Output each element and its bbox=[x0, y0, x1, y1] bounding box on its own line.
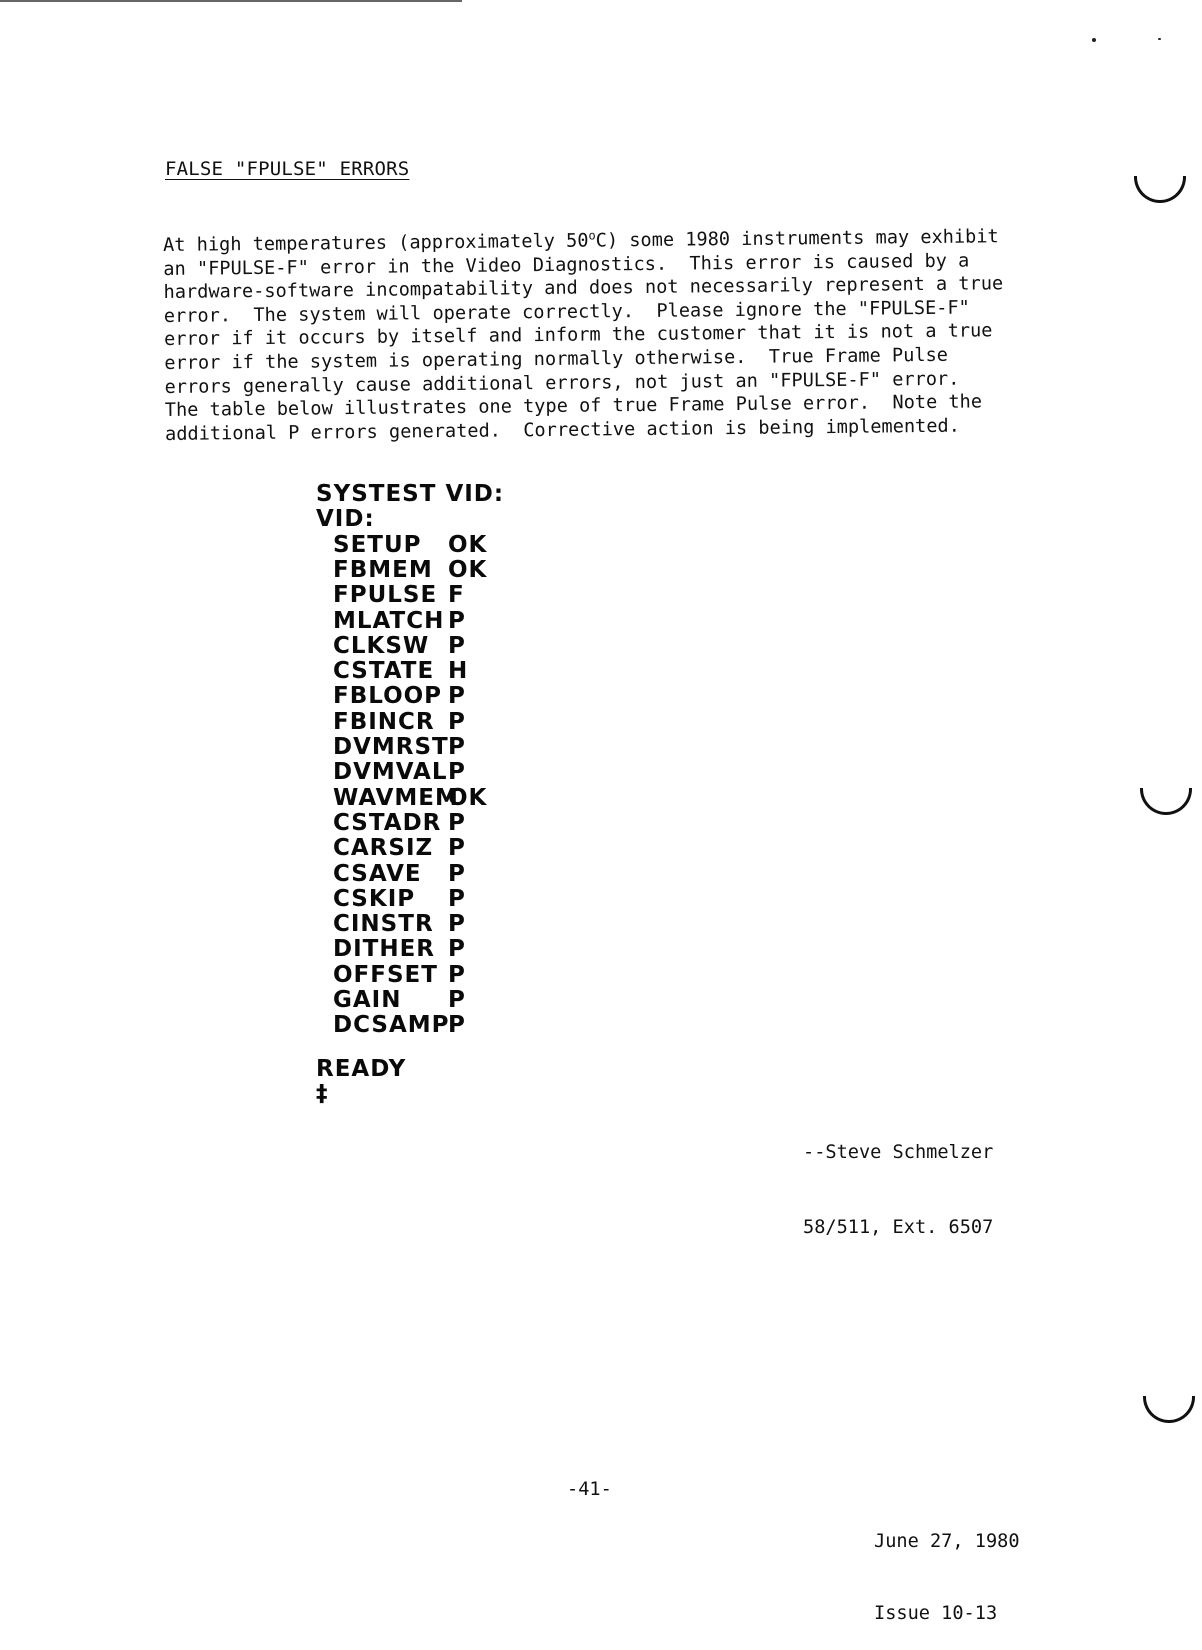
footer-issue: Issue 10-13 bbox=[874, 1603, 998, 1624]
test-name: GAIN bbox=[333, 987, 402, 1013]
test-status: P bbox=[448, 759, 466, 786]
test-row bbox=[333, 608, 504, 633]
test-status: P bbox=[448, 936, 466, 963]
test-row bbox=[333, 937, 504, 962]
test-status: F bbox=[448, 582, 465, 609]
top-edge-rule bbox=[0, 0, 462, 2]
test-name: CSKIP bbox=[333, 885, 416, 912]
body-text-segment: C) some 1980 instruments may exhibit bbox=[595, 226, 999, 252]
test-row bbox=[333, 658, 504, 683]
test-row bbox=[333, 583, 504, 608]
scan-speck bbox=[1092, 38, 1096, 42]
test-status: P bbox=[448, 1012, 466, 1039]
body-text-segment: an "FPULSE-F" error in the Video Diagnostics. This error is caused by a bbox=[163, 250, 970, 280]
binder-hole-mark bbox=[1143, 1396, 1195, 1423]
test-name: CSTATE bbox=[333, 658, 435, 685]
test-row bbox=[333, 760, 504, 785]
terminal-command: SYSTEST VID: bbox=[316, 481, 505, 507]
degree-superscript: o bbox=[588, 228, 596, 243]
test-status: OK bbox=[448, 531, 488, 558]
test-row bbox=[333, 836, 504, 861]
test-row bbox=[333, 962, 504, 987]
test-name: DVMRST bbox=[333, 734, 449, 761]
test-name: CARSIZ bbox=[333, 835, 434, 862]
test-status: P bbox=[448, 860, 466, 887]
test-status: P bbox=[448, 835, 466, 862]
footer-date-issue bbox=[874, 1482, 1020, 1650]
test-name: DCSAMP bbox=[333, 1012, 450, 1039]
binder-hole-mark bbox=[1140, 788, 1192, 815]
test-name: DVMVAL bbox=[333, 759, 448, 786]
test-status: OK bbox=[448, 556, 488, 583]
test-row bbox=[333, 532, 504, 557]
footer-date: June 27, 1980 bbox=[874, 1531, 1020, 1552]
test-status: P bbox=[448, 987, 466, 1013]
test-row bbox=[333, 810, 504, 835]
test-name: MLATCH bbox=[333, 607, 445, 634]
test-status: P bbox=[448, 885, 466, 912]
test-name: CSAVE bbox=[333, 860, 422, 887]
body-text-segment: The table below illustrates one type of true Frame Pulse error. Note the bbox=[164, 391, 983, 422]
body-text-segment: At high temperatures (approximately 50 bbox=[163, 230, 589, 256]
body-text-segment: hardware-software incompatability and does not necessarily represent a true bbox=[163, 273, 1004, 304]
test-status: P bbox=[448, 683, 466, 710]
test-name: DITHER bbox=[333, 936, 436, 963]
test-name: FBMEM bbox=[333, 556, 433, 583]
article-body bbox=[163, 225, 1065, 447]
test-status: P bbox=[448, 809, 466, 836]
test-row bbox=[333, 709, 504, 734]
author-location: 58/511, Ext. 6507 bbox=[803, 1217, 994, 1238]
test-row bbox=[333, 785, 504, 810]
test-status: P bbox=[448, 734, 466, 761]
signature-block bbox=[803, 1090, 993, 1265]
author-name: --Steve Schmelzer bbox=[803, 1142, 994, 1163]
article-title: FALSE "FPULSE" ERRORS bbox=[165, 158, 410, 180]
test-name: CINSTR bbox=[333, 911, 434, 938]
test-row bbox=[333, 633, 504, 658]
test-name: FPULSE bbox=[333, 582, 438, 609]
test-status: P bbox=[448, 607, 466, 634]
test-status: P bbox=[448, 632, 466, 659]
body-text-segment: error. The system will operate correctly. Please ignore the "FPULSE-F" bbox=[163, 297, 970, 327]
ready-status: READY bbox=[316, 1055, 407, 1082]
body-text-segment: error if it occurs by itself and inform the customer that it is not a true bbox=[163, 320, 993, 351]
test-row bbox=[333, 886, 504, 911]
test-name: FBINCR bbox=[333, 708, 435, 735]
test-name: CSTADR bbox=[333, 809, 442, 836]
test-status: H bbox=[448, 658, 469, 685]
test-row bbox=[333, 1013, 504, 1038]
test-status: OK bbox=[448, 784, 488, 811]
test-row bbox=[333, 987, 504, 1012]
test-row bbox=[333, 861, 504, 886]
body-text-segment: additional P errors generated. Corrective action is being implemented. bbox=[164, 415, 960, 445]
body-text-segment: error if the system is operating normally otherwise. True Frame Pulse bbox=[164, 344, 949, 374]
terminal-prompt: ‡ bbox=[316, 1080, 329, 1107]
page-number: -41- bbox=[567, 1479, 612, 1500]
test-name: OFFSET bbox=[333, 961, 438, 988]
binder-hole-mark bbox=[1134, 176, 1186, 203]
test-row bbox=[333, 911, 504, 936]
test-status: P bbox=[448, 911, 466, 938]
test-name: SETUP bbox=[333, 531, 422, 558]
test-row bbox=[333, 557, 504, 582]
test-name: CLKSW bbox=[333, 632, 430, 659]
test-row bbox=[333, 734, 504, 759]
terminal-output bbox=[316, 482, 504, 1107]
test-status: P bbox=[448, 708, 466, 735]
scan-speck bbox=[1158, 38, 1161, 40]
test-name: WAVMEM bbox=[333, 784, 459, 811]
test-row bbox=[333, 684, 504, 709]
body-text-segment: errors generally cause additional errors, not just an "FPULSE-F" error. bbox=[164, 368, 960, 398]
terminal-header: VID: bbox=[316, 506, 375, 532]
test-results-list bbox=[333, 532, 504, 1038]
test-status: P bbox=[448, 961, 466, 988]
test-name: FBLOOP bbox=[333, 683, 443, 710]
